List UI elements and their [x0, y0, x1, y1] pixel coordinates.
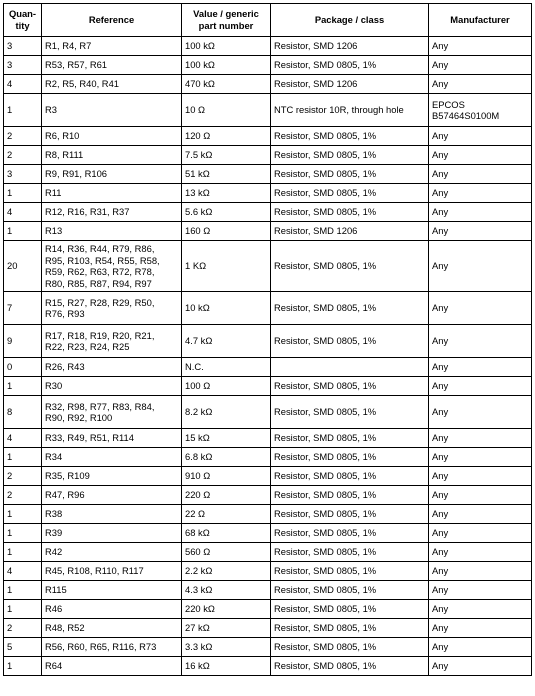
reference-cell: R12, R16, R31, R37: [42, 203, 182, 222]
manufacturer-cell: Any: [429, 377, 532, 396]
package-cell: Resistor, SMD 0805, 1%: [271, 543, 429, 562]
table-row: [4, 127, 532, 146]
table-row: [4, 37, 532, 56]
table-row: [4, 377, 532, 396]
reference-cell: R17, R18, R19, R20, R21, R22, R23, R24, R25: [42, 325, 182, 358]
manufacturer-cell: Any: [429, 292, 532, 325]
manufacturer-cell: Any: [429, 184, 532, 203]
table-row: [4, 486, 532, 505]
manufacturer-cell: EPCOS B57464S0100M: [429, 94, 532, 127]
reference-cell: R35, R109: [42, 467, 182, 486]
quantity-cell: 7: [4, 292, 42, 325]
table-row: [4, 581, 532, 600]
quantity-cell: 1: [4, 448, 42, 467]
table-row: [4, 75, 532, 94]
reference-cell: R26, R43: [42, 358, 182, 377]
package-cell: Resistor, SMD 0805, 1%: [271, 292, 429, 325]
reference-cell: R53, R57, R61: [42, 56, 182, 75]
table-row: [4, 467, 532, 486]
quantity-cell: 3: [4, 165, 42, 184]
header-package: Package / class: [271, 4, 429, 37]
table-row: [4, 505, 532, 524]
manufacturer-cell: Any: [429, 127, 532, 146]
quantity-cell: 8: [4, 396, 42, 429]
table-row: [4, 619, 532, 638]
manufacturer-cell: Any: [429, 486, 532, 505]
table-row: [4, 600, 532, 619]
quantity-cell: 1: [4, 377, 42, 396]
reference-cell: R56, R60, R65, R116, R73: [42, 638, 182, 657]
table-row: [4, 222, 532, 241]
manufacturer-cell: Any: [429, 467, 532, 486]
reference-cell: R33, R49, R51, R114: [42, 429, 182, 448]
table-row: [4, 241, 532, 292]
quantity-cell: 0: [4, 358, 42, 377]
quantity-cell: 1: [4, 505, 42, 524]
table-row: [4, 358, 532, 377]
table-row: [4, 146, 532, 165]
manufacturer-cell: Any: [429, 638, 532, 657]
reference-cell: R6, R10: [42, 127, 182, 146]
value-cell: 120 Ω: [182, 127, 271, 146]
package-cell: Resistor, SMD 0805, 1%: [271, 467, 429, 486]
manufacturer-cell: Any: [429, 396, 532, 429]
table-row: [4, 524, 532, 543]
reference-cell: R1, R4, R7: [42, 37, 182, 56]
quantity-cell: 5: [4, 638, 42, 657]
value-cell: 15 kΩ: [182, 429, 271, 448]
value-cell: 1 KΩ: [182, 241, 271, 292]
value-cell: 100 kΩ: [182, 37, 271, 56]
table-row: [4, 448, 532, 467]
quantity-cell: 2: [4, 619, 42, 638]
value-cell: N.C.: [182, 358, 271, 377]
package-cell: Resistor, SMD 0805, 1%: [271, 165, 429, 184]
package-cell: Resistor, SMD 0805, 1%: [271, 429, 429, 448]
quantity-cell: 1: [4, 600, 42, 619]
package-cell: Resistor, SMD 0805, 1%: [271, 325, 429, 358]
bom-body: [4, 37, 532, 676]
table-row: [4, 292, 532, 325]
value-cell: 7.5 kΩ: [182, 146, 271, 165]
manufacturer-cell: Any: [429, 429, 532, 448]
manufacturer-cell: Any: [429, 581, 532, 600]
quantity-cell: 4: [4, 562, 42, 581]
quantity-cell: 1: [4, 543, 42, 562]
quantity-cell: 4: [4, 75, 42, 94]
header-reference: Reference: [42, 4, 182, 37]
manufacturer-cell: Any: [429, 325, 532, 358]
value-cell: 22 Ω: [182, 505, 271, 524]
quantity-cell: 9: [4, 325, 42, 358]
value-cell: 100 kΩ: [182, 56, 271, 75]
reference-cell: R3: [42, 94, 182, 127]
table-row: [4, 56, 532, 75]
manufacturer-cell: Any: [429, 358, 532, 377]
value-cell: 910 Ω: [182, 467, 271, 486]
quantity-cell: 1: [4, 581, 42, 600]
package-cell: Resistor, SMD 0805, 1%: [271, 600, 429, 619]
manufacturer-cell: Any: [429, 619, 532, 638]
reference-cell: R8, R111: [42, 146, 182, 165]
value-cell: 220 kΩ: [182, 600, 271, 619]
value-cell: 470 kΩ: [182, 75, 271, 94]
reference-cell: R9, R91, R106: [42, 165, 182, 184]
reference-cell: R14, R36, R44, R79, R86, R95, R103, R54, R55, R58, R59, R62, R63, R72, R78, R80, R85, R87, R94, R97: [42, 241, 182, 292]
quantity-cell: 2: [4, 127, 42, 146]
reference-cell: R48, R52: [42, 619, 182, 638]
manufacturer-cell: Any: [429, 505, 532, 524]
package-cell: Resistor, SMD 0805, 1%: [271, 562, 429, 581]
manufacturer-cell: Any: [429, 37, 532, 56]
value-cell: 3.3 kΩ: [182, 638, 271, 657]
package-cell: Resistor, SMD 0805, 1%: [271, 241, 429, 292]
value-cell: 13 kΩ: [182, 184, 271, 203]
package-cell: Resistor, SMD 0805, 1%: [271, 524, 429, 543]
value-cell: 51 kΩ: [182, 165, 271, 184]
header-row: [4, 4, 532, 37]
table-row: [4, 94, 532, 127]
value-cell: 5.6 kΩ: [182, 203, 271, 222]
package-cell: Resistor, SMD 0805, 1%: [271, 448, 429, 467]
table-row: [4, 429, 532, 448]
value-cell: 10 kΩ: [182, 292, 271, 325]
table-row: [4, 165, 532, 184]
package-cell: Resistor, SMD 0805, 1%: [271, 184, 429, 203]
manufacturer-cell: Any: [429, 524, 532, 543]
value-cell: 560 Ω: [182, 543, 271, 562]
manufacturer-cell: Any: [429, 56, 532, 75]
reference-cell: R64: [42, 657, 182, 676]
package-cell: Resistor, SMD 0805, 1%: [271, 619, 429, 638]
reference-cell: R39: [42, 524, 182, 543]
reference-cell: R38: [42, 505, 182, 524]
bom-table: [3, 3, 532, 676]
package-cell: Resistor, SMD 0805, 1%: [271, 657, 429, 676]
quantity-cell: 1: [4, 222, 42, 241]
reference-cell: R42: [42, 543, 182, 562]
header-value: Value / generic part number: [182, 4, 271, 37]
reference-cell: R30: [42, 377, 182, 396]
quantity-cell: 4: [4, 429, 42, 448]
quantity-cell: 3: [4, 37, 42, 56]
manufacturer-cell: Any: [429, 203, 532, 222]
manufacturer-cell: Any: [429, 562, 532, 581]
table-row: [4, 184, 532, 203]
reference-cell: R11: [42, 184, 182, 203]
reference-cell: R13: [42, 222, 182, 241]
manufacturer-cell: Any: [429, 241, 532, 292]
value-cell: 27 kΩ: [182, 619, 271, 638]
manufacturer-cell: Any: [429, 146, 532, 165]
quantity-cell: 1: [4, 524, 42, 543]
quantity-cell: 4: [4, 203, 42, 222]
value-cell: 100 Ω: [182, 377, 271, 396]
reference-cell: R15, R27, R28, R29, R50, R76, R93: [42, 292, 182, 325]
package-cell: Resistor, SMD 0805, 1%: [271, 377, 429, 396]
table-row: [4, 203, 532, 222]
manufacturer-cell: Any: [429, 543, 532, 562]
package-cell: [271, 358, 429, 377]
reference-cell: R32, R98, R77, R83, R84, R90, R92, R100: [42, 396, 182, 429]
value-cell: 8.2 kΩ: [182, 396, 271, 429]
manufacturer-cell: Any: [429, 75, 532, 94]
header-manufacturer: Manufacturer: [429, 4, 532, 37]
table-row: [4, 543, 532, 562]
package-cell: Resistor, SMD 0805, 1%: [271, 486, 429, 505]
quantity-cell: 2: [4, 486, 42, 505]
package-cell: Resistor, SMD 0805, 1%: [271, 396, 429, 429]
package-cell: Resistor, SMD 0805, 1%: [271, 203, 429, 222]
table-row: [4, 562, 532, 581]
table-row: [4, 657, 532, 676]
manufacturer-cell: Any: [429, 600, 532, 619]
package-cell: Resistor, SMD 0805, 1%: [271, 638, 429, 657]
package-cell: Resistor, SMD 0805, 1%: [271, 146, 429, 165]
value-cell: 16 kΩ: [182, 657, 271, 676]
reference-cell: R2, R5, R40, R41: [42, 75, 182, 94]
value-cell: 6.8 kΩ: [182, 448, 271, 467]
value-cell: 220 Ω: [182, 486, 271, 505]
package-cell: Resistor, SMD 0805, 1%: [271, 581, 429, 600]
reference-cell: R115: [42, 581, 182, 600]
package-cell: Resistor, SMD 0805, 1%: [271, 127, 429, 146]
quantity-cell: 2: [4, 146, 42, 165]
quantity-cell: 1: [4, 184, 42, 203]
reference-cell: R45, R108, R110, R117: [42, 562, 182, 581]
manufacturer-cell: Any: [429, 657, 532, 676]
reference-cell: R46: [42, 600, 182, 619]
package-cell: NTC resistor 10R, through hole: [271, 94, 429, 127]
package-cell: Resistor, SMD 1206: [271, 222, 429, 241]
quantity-cell: 1: [4, 94, 42, 127]
manufacturer-cell: Any: [429, 165, 532, 184]
value-cell: 68 kΩ: [182, 524, 271, 543]
reference-cell: R34: [42, 448, 182, 467]
value-cell: 4.7 kΩ: [182, 325, 271, 358]
table-row: [4, 638, 532, 657]
value-cell: 4.3 kΩ: [182, 581, 271, 600]
value-cell: 10 Ω: [182, 94, 271, 127]
quantity-cell: 20: [4, 241, 42, 292]
value-cell: 160 Ω: [182, 222, 271, 241]
quantity-cell: 3: [4, 56, 42, 75]
package-cell: Resistor, SMD 0805, 1%: [271, 505, 429, 524]
quantity-cell: 2: [4, 467, 42, 486]
manufacturer-cell: Any: [429, 222, 532, 241]
manufacturer-cell: Any: [429, 448, 532, 467]
package-cell: Resistor, SMD 1206: [271, 75, 429, 94]
table-row: [4, 325, 532, 358]
quantity-cell: 1: [4, 657, 42, 676]
header-quantity: Quan- tity: [4, 4, 42, 37]
package-cell: Resistor, SMD 0805, 1%: [271, 56, 429, 75]
table-row: [4, 396, 532, 429]
value-cell: 2.2 kΩ: [182, 562, 271, 581]
reference-cell: R47, R96: [42, 486, 182, 505]
package-cell: Resistor, SMD 1206: [271, 37, 429, 56]
